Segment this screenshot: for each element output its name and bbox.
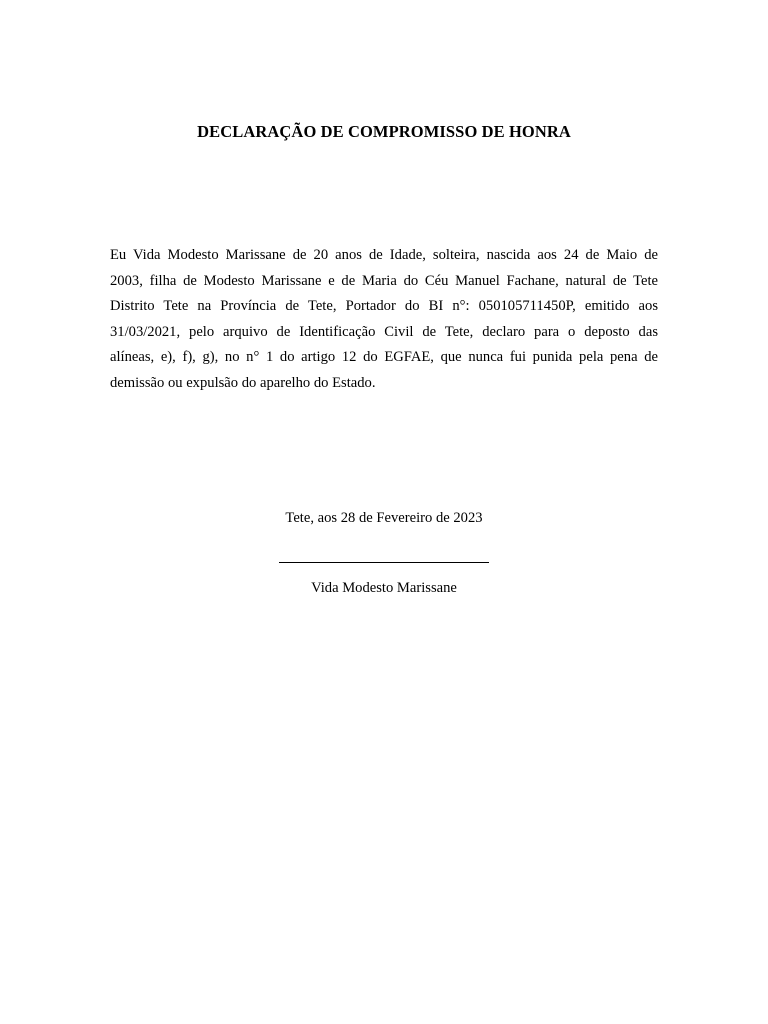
document-title: DECLARAÇÃO DE COMPROMISSO DE HONRA xyxy=(197,122,571,141)
body-line: Distrito Tete na Província de Tete, Portador do BI n°: 050105711450P, emitido aos xyxy=(110,298,658,315)
body-line: 2003, filha de Modesto Marissane e de Maria do Céu Manuel Fachane, natural de Tete xyxy=(110,272,658,289)
signature-line xyxy=(279,546,489,563)
signer-name: Vida Modesto Marissane xyxy=(311,580,457,596)
body-line: alíneas, e), f), g), no n° 1 do artigo 12 do EGFAE, que nunca fui punida pela pena de xyxy=(110,349,658,366)
body-line: Eu Vida Modesto Marissane de 20 anos de Idade, solteira, nascida aos 24 de Maio de xyxy=(110,247,658,263)
declaration-body xyxy=(110,243,658,397)
place-and-date: Tete, aos 28 de Fevereiro de 2023 xyxy=(285,510,483,526)
body-line: 31/03/2021, pelo arquivo de Identificação Civil de Tete, declaro para o deposto das xyxy=(110,323,658,340)
body-line: demissão ou expulsão do aparelho do Estado. xyxy=(110,374,376,391)
